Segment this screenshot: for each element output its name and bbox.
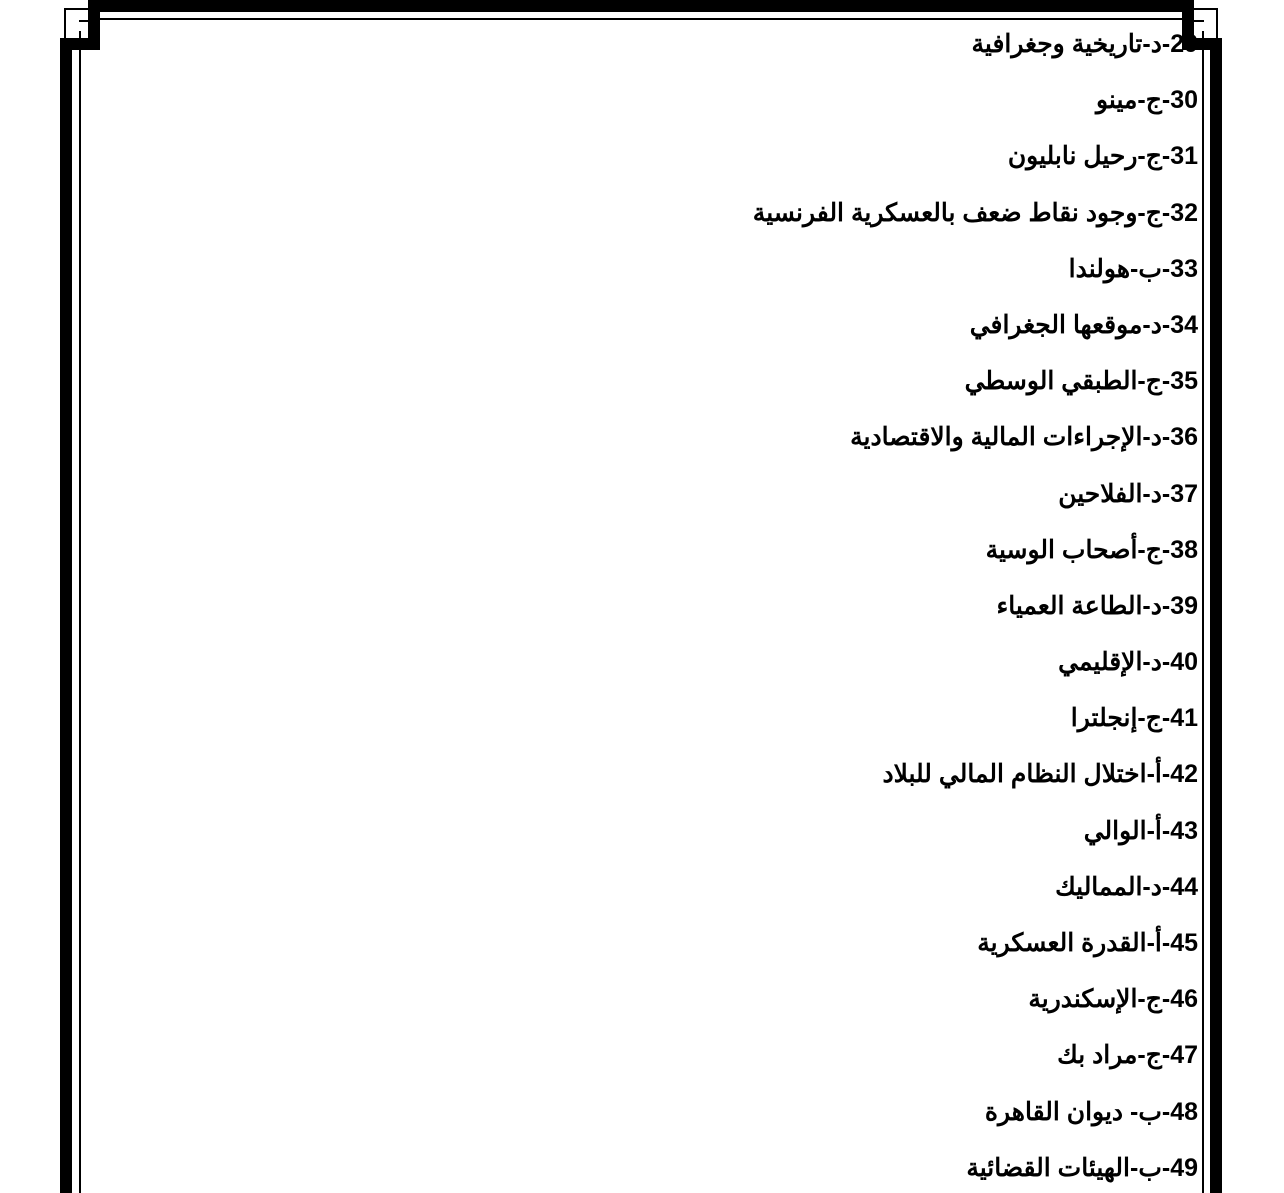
answer-item: 30-ج-مينو	[1096, 86, 1198, 115]
answer-item: 41-ج-إنجلترا	[1070, 704, 1198, 733]
corner-ornament-top-right	[1182, 20, 1204, 22]
answer-item: 33-ب-هولندا	[1068, 254, 1198, 283]
corner-ornament-top-right	[1186, 8, 1218, 10]
answer-item: 49-ب-الهيئات القضائية	[966, 1153, 1198, 1182]
page-border-left-inner	[79, 31, 81, 1193]
page-border-top-inner	[98, 18, 1186, 20]
corner-ornament-top-left	[79, 20, 100, 22]
corner-ornament-top-left	[64, 8, 96, 10]
answer-item: 35-ج-الطبقي الوسطي	[964, 367, 1198, 396]
answer-item: 37-د-الفلاحين	[1058, 479, 1198, 508]
page-border-right	[1210, 38, 1222, 1193]
answer-item: 29-د-تاريخية وجغرافية	[971, 30, 1198, 58]
answer-item: 45-أ-القدرة العسكرية	[977, 929, 1198, 957]
answer-item: 34-د-موقعها الجغرافي	[969, 310, 1198, 339]
corner-ornament-top-right	[1216, 8, 1218, 40]
answer-item: 39-د-الطاعة العمياء	[996, 591, 1198, 620]
answer-item: 46-ج-الإسكندرية	[1028, 985, 1198, 1014]
answer-item: 44-د-المماليك	[1055, 872, 1198, 901]
page-border-left	[60, 38, 72, 1193]
answer-item: 36-د-الإجراءات المالية والاقتصادية	[850, 423, 1198, 452]
answer-item: 38-ج-أصحاب الوسية	[985, 535, 1198, 564]
page-border-right-inner	[1202, 31, 1204, 1193]
answer-item: 43-أ-الوالي	[1083, 816, 1198, 845]
answer-item: 31-ج-رحيل نابليون	[1007, 142, 1198, 171]
answer-item: 47-ج-مراد بك	[1057, 1041, 1198, 1070]
page-border-top	[98, 0, 1186, 12]
answer-item: 48-ب- ديوان القاهرة	[984, 1097, 1198, 1126]
answer-item: 40-د-الإقليمي	[1058, 648, 1198, 677]
answer-item: 42-أ-اختلال النظام المالي للبلاد	[882, 760, 1198, 789]
corner-ornament-top-left	[64, 8, 66, 40]
answer-item: 32-ج-وجود نقاط ضعف بالعسكرية الفرنسية	[752, 198, 1198, 227]
answer-key-list	[100, 26, 1198, 1193]
